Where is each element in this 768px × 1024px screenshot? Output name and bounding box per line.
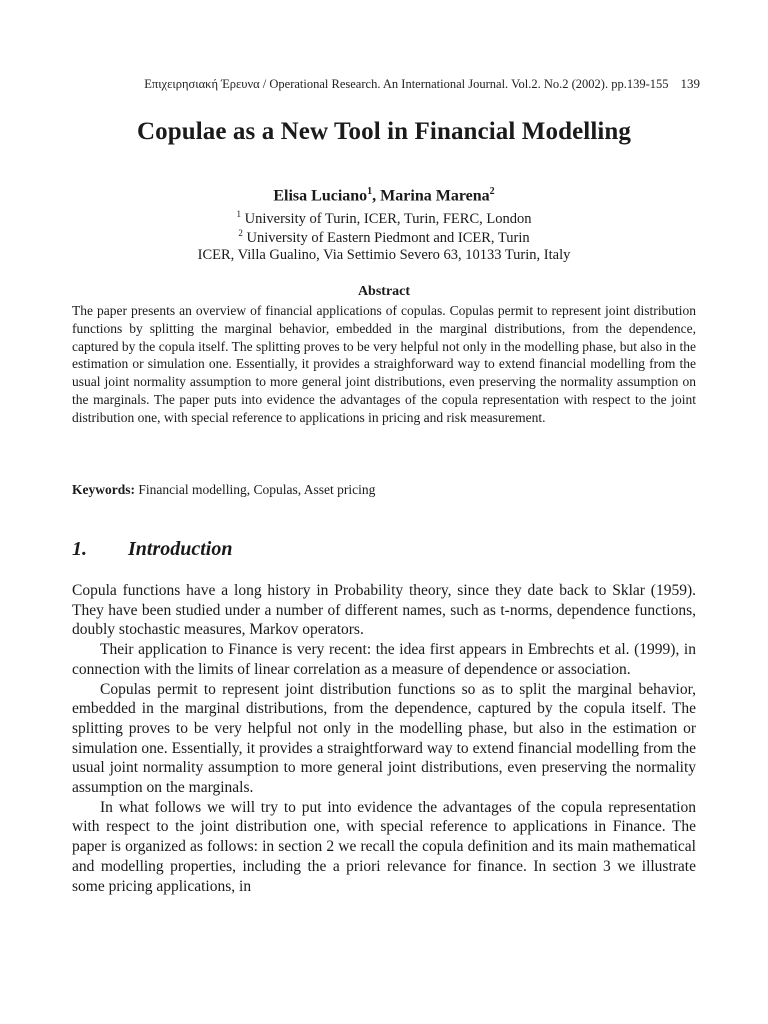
author-name: Elisa Luciano [273,187,368,205]
page-number: 139 [680,76,700,91]
affiliation-text: University of Turin, ICER, Turin, FERC, London [241,210,532,227]
running-head [70,76,700,92]
author-name: Marina Marena [380,187,490,205]
keywords-text: Financial modelling, Copulas, Asset pricing [135,482,376,497]
keywords-line [72,482,696,498]
affiliation-1 [0,209,768,228]
author-affiliation-mark: 2 [489,186,495,197]
author-affiliation-mark: 1 [367,186,373,197]
paragraph: In what follows we will try to put into evidence the advantages of the copula representation with respect to the joint distribution one, with special reference to applications in Finance. The paper is organized as follows: in section 2 we recall the copula definition and its main mathematical and modelling properties, including the a priori relevance for finance. In section 3 we illustrate some pricing applications, in [72,798,696,895]
section-number: 1. [72,538,87,560]
affiliation-2 [0,228,768,247]
affiliation-mark: 1 [236,209,242,219]
paper-title: Copulae as a New Tool in Financial Modelling [136,118,632,145]
paragraph: Copulas permit to represent joint distribution functions so as to split the marginal behavior, embedded in the marginal distributions, from the dependence, captured by the copula itself. The splitting proves to be very helpful not only in the modelling phase, but also in the estimation or simulation one. Essentially, it provides a straightforward way to extend financial modelling from the usual joint normality assumption to more general joint distributions, even preserving the normality assumption on the marginals. [72,680,696,797]
abstract-heading: Abstract [357,284,411,299]
author-line [0,186,768,205]
section-heading-introduction [72,538,232,561]
affiliation-address: ICER, Villa Gualino, Via Settimio Severo 63, 10133 Turin, Italy [197,247,571,263]
abstract-text: The paper presents an overview of financial applications of copulas. Copulas permit to represent joint distribution functions by splitting the marginal behavior, embedded in the marginal distributions, from the dependence, captured by the copula itself. The splitting proves to be very helpful not only in the modelling phase, but also in the estimation or simulation one. Essentially, it provides a straighforward way to extend financial modelling from the usual joint normality assumption to more general joint distributions, even preserving the normality assumption on the marginals. The paper puts into evidence the advantages of the copula representation with respect to the joint distribution one, with special reference to applications in pricing and risk measurement. [72,303,696,425]
introduction-body [72,581,696,896]
affiliation-mark: 2 [238,228,243,238]
affiliation-text: University of Eastern Piedmont and ICER, Turin [242,229,530,246]
paragraph: Their application to Finance is very recent: the idea first appears in Embrechts et al. (1999), in connection with the limits of linear correlation as a measure of dependence or association. [72,641,696,678]
author-separator: , [372,187,381,205]
journal-citation: Επιχειρησιακή Έρευνα / Operational Research. An International Journal. Vol.2. No.2 (2002). pp.139-155 [144,77,669,91]
section-title: Introduction [128,538,233,560]
keywords-label: Keywords: [72,482,135,497]
paragraph: Copula functions have a long history in Probability theory, since they date back to Sklar (1959). They have been studied under a number of different names, such as t-norms, dependence functions, doubly stochastic measures, Markov operators. [72,582,696,639]
